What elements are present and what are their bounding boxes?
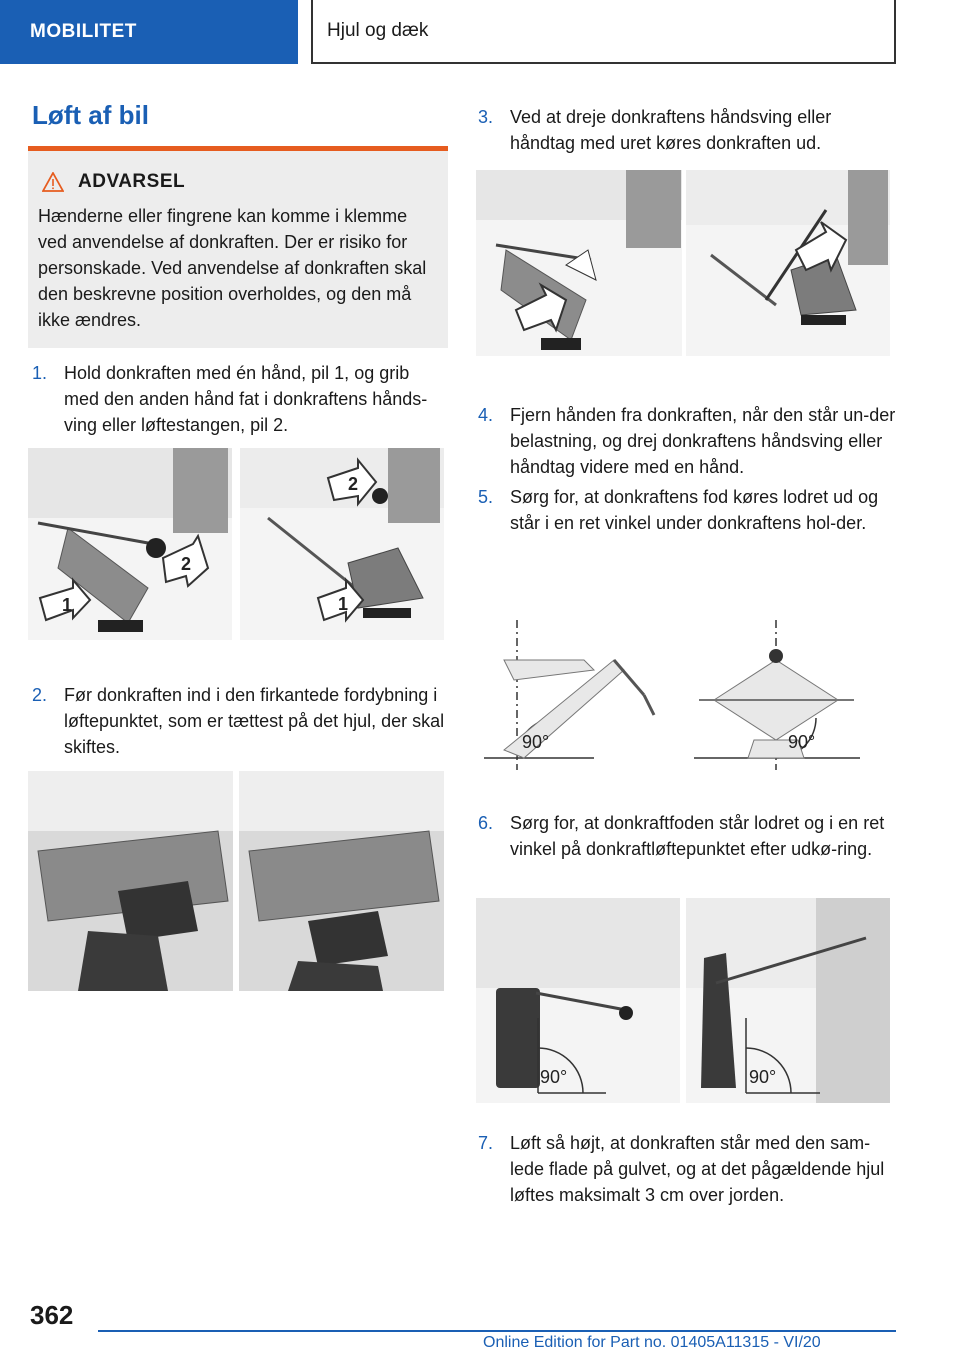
- step-number: 7.: [478, 1133, 494, 1153]
- step-number: 3.: [478, 107, 494, 127]
- step-4: [478, 402, 898, 480]
- figure-jack-extend: [476, 170, 890, 356]
- warning-label: ADVARSEL: [78, 171, 186, 192]
- footer-edition: Online Edition for Part no. 01405A11315 - VI/20: [483, 1334, 821, 1351]
- angle-label-left: 90°: [522, 732, 550, 752]
- figure-jack-hold: [28, 448, 444, 640]
- angle-label-right-photo: 90°: [749, 1067, 777, 1087]
- warning-triangle-icon: [42, 172, 64, 192]
- page-title: Løft af bil: [32, 100, 149, 130]
- step-number: 6.: [478, 813, 494, 833]
- arrow-2-label: 2: [181, 554, 192, 574]
- footer-rule: [98, 1330, 896, 1332]
- topic-label: Hjul og dæk: [327, 20, 429, 41]
- warning-box: [28, 146, 448, 348]
- step-number: 1.: [32, 363, 48, 383]
- page-number: 362: [30, 1300, 74, 1330]
- figure-jack-foot-angle: [476, 898, 890, 1103]
- arrow-1-label: 1: [62, 595, 73, 615]
- step-2: [32, 682, 448, 760]
- step-number: 4.: [478, 405, 494, 425]
- section-label: MOBILITET: [30, 21, 137, 42]
- step-text: Ved at dreje donkraftens håndsving eller håndtag med uret køres donkraften ud.: [510, 107, 832, 153]
- step-5: [478, 484, 898, 536]
- arrow-2b-label: 2: [348, 474, 359, 494]
- step-7: [478, 1130, 898, 1208]
- step-3: [478, 104, 898, 156]
- step-number: 2.: [32, 685, 48, 705]
- step-text: Løft så højt, at donkraften står med den sam-lede flade på gulvet, og at det pågældende hjul løftes maksimalt 3 cm over jorden.: [510, 1133, 885, 1205]
- step-text: Sørg for, at donkraftens fod køres lodret ud og står i en ret vinkel under donkraftens hol-der.: [510, 487, 879, 533]
- arrow-1b-label: 1: [338, 594, 349, 614]
- angle-label-left-photo: 90°: [540, 1067, 568, 1087]
- warning-text: Hænderne eller fingrene kan komme i klemme ved anvendelse af donkraften. Der er risiko for personskade. Ved anvendelse af donkraften skal den beskrevne position overholdes, og den må ikke ændres.: [38, 206, 427, 330]
- step-text: Før donkraften ind i den firkantede fordybning i løftepunktet, som er tættest på det hjul, der skal skiftes.: [64, 685, 445, 757]
- step-6: [478, 810, 898, 862]
- topic-header: [311, 0, 896, 64]
- step-number: 5.: [478, 487, 494, 507]
- angle-label-right: 90°: [788, 732, 816, 752]
- step-text: Fjern hånden fra donkraften, når den står un-der belastning, og drej donkraftens håndsving eller håndtag videre med en hånd.: [510, 405, 896, 477]
- step-text: Sørg for, at donkraftfoden står lodret og i en ret vinkel på donkraftløftepunktet efter udkø-ring.: [510, 813, 885, 859]
- step-1: [32, 360, 448, 438]
- section-tab: [0, 0, 298, 64]
- step-text: Hold donkraften med én hånd, pil 1, og grib med den anden hånd fat i donkraftens hånds-ving eller løftestangen, pil 2.: [64, 363, 428, 435]
- figure-jack-insert: [28, 771, 444, 991]
- figure-jack-angle-diagram: [484, 620, 860, 770]
- warning-header: [42, 171, 438, 193]
